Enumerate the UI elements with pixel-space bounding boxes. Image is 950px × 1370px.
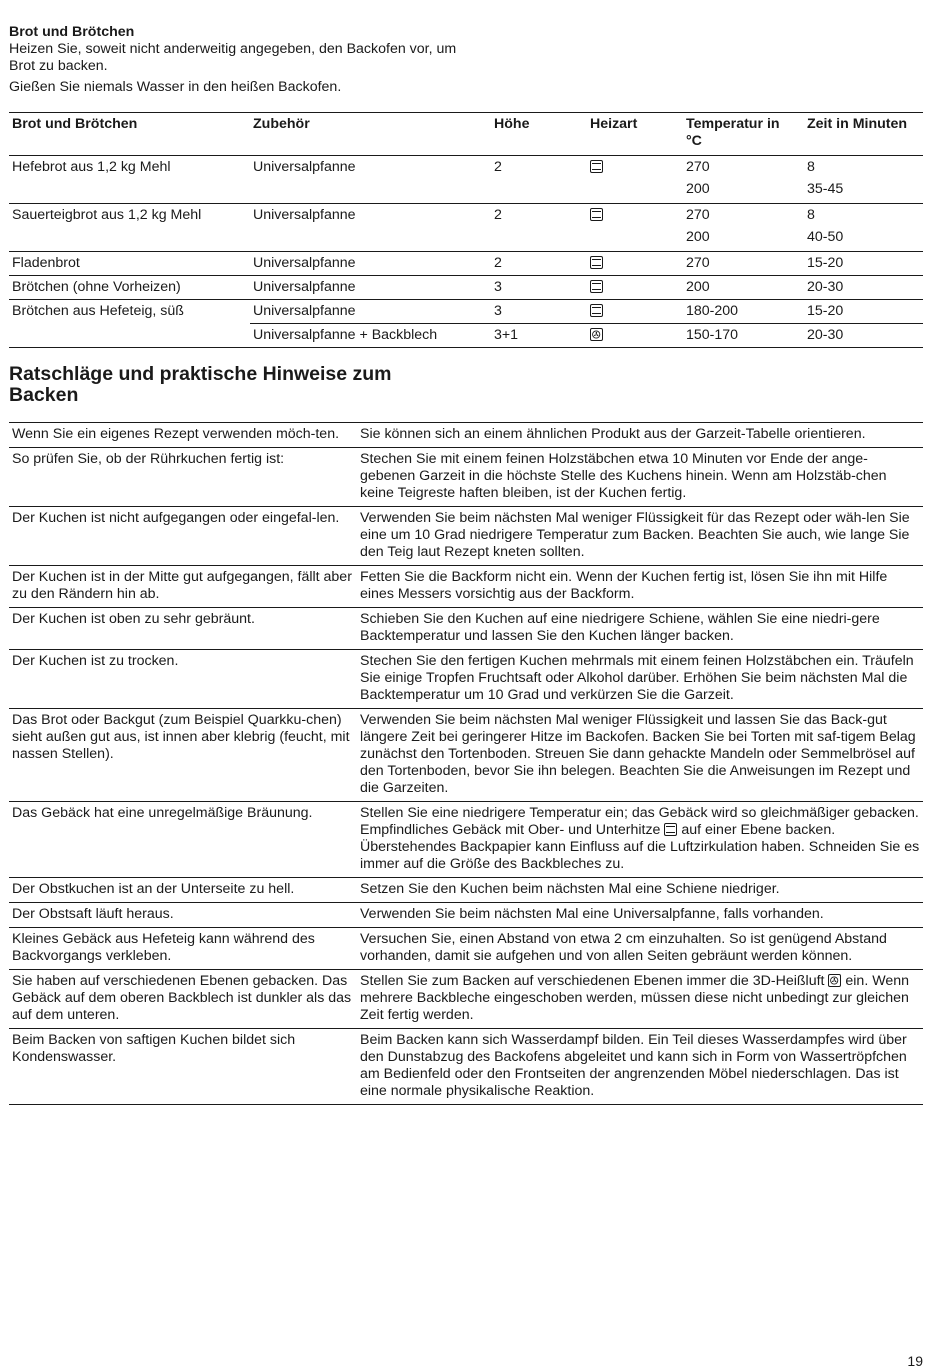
cell-temperature: 150-170: [683, 324, 804, 348]
tip-question: Das Brot oder Backgut (zum Beispiel Quarkku-chen) sieht außen gut aus, ist innen aber klebrig (feucht, mit nassen Stellen).: [9, 709, 357, 802]
cell-time: 40-50: [804, 227, 923, 252]
cell-height: [491, 227, 587, 252]
tip-question: Der Kuchen ist oben zu sehr gebräunt.: [9, 608, 357, 650]
cell-heat-type: [587, 204, 683, 228]
cell-temperature: 270: [683, 252, 804, 276]
cell-time: 20-30: [804, 324, 923, 348]
cell-heat-type: [587, 252, 683, 276]
cell-heat-type: [587, 227, 683, 252]
cell-time: 20-30: [804, 276, 923, 300]
cell-height: 2: [494, 207, 502, 223]
cell-heat-type: [587, 324, 683, 348]
cell-accessory: [250, 227, 491, 252]
intro-title: Brot und Brötchen: [9, 24, 135, 40]
table-row: [9, 878, 923, 903]
tip-question: Der Kuchen ist nicht aufgegangen oder eingefal-len.: [9, 507, 357, 566]
bread-baking-table: [9, 112, 923, 348]
cell-time: 15-20: [804, 300, 923, 324]
tip-question: Der Obstkuchen ist an der Unterseite zu hell.: [9, 878, 357, 903]
table-row: [9, 507, 923, 566]
tip-answer: Versuchen Sie, einen Abstand von etwa 2 cm einzuhalten. So ist genügend Abstand vorhanden, damit sie aufgehen und von allen Seiten gebräunt werden können.: [357, 928, 923, 970]
table-row: [9, 928, 923, 970]
tip-question: Kleines Gebäck aus Hefeteig kann während des Backvorgangs verkleben.: [9, 928, 357, 970]
table-row: [9, 300, 923, 324]
tip-question: Der Obstsaft läuft heraus.: [9, 903, 357, 928]
cell-item: Sauerteigbrot aus 1,2 kg Mehl: [12, 207, 202, 223]
tip-answer: Stechen Sie mit einem feinen Holzstäbchen etwa 10 Minuten vor Ende der ange-gebenen Garzeit in die höchste Stelle des Kuchens hinein. Wenn am Holzstäb-chen keine Teigreste haften bleiben, ist der Kuchen fertig.: [357, 448, 923, 507]
cell-accessory: Universalpfanne + Backblech: [250, 324, 491, 348]
tip-answer: Stechen Sie den fertigen Kuchen mehrmals mit einem feinen Holzstäbchen ein. Träufeln Sie einige Tropfen Fruchtsaft oder Alkohol darüber. Erhöhen Sie beim nächsten Mal die Backtemperatur um 10 Grad und verkürzen Sie die Garzeit.: [357, 650, 923, 709]
cell-temperature: 270: [686, 207, 710, 223]
tip-answer-part-2: auf einer Ebene backen. Überstehendes Backpapier kann Einfluss auf die Luftzirkulation haben. Schneiden Sie es immer auf die Größe des Backbleches zu.: [360, 822, 920, 872]
table-row: [9, 608, 923, 650]
tip-answer: Verwenden Sie beim nächsten Mal eine Universalpfanne, falls vorhanden.: [357, 903, 923, 928]
table-row: [9, 903, 923, 928]
table-row: [9, 970, 923, 1029]
cell-time: 15-20: [804, 252, 923, 276]
header-time: Zeit in Minuten: [804, 113, 923, 156]
cell-height: 2: [491, 252, 587, 276]
tip-question: Sie haben auf verschiedenen Ebenen gebacken. Das Gebäck auf dem oberen Backblech ist dunkler als das auf dem unteren.: [9, 970, 357, 1029]
cell-item: Hefebrot aus 1,2 kg Mehl: [12, 159, 171, 175]
tip-answer: Verwenden Sie beim nächsten Mal weniger Flüssigkeit für das Rezept oder wäh-len Sie eine um 10 Grad niedrigere Temperatur zum Backen. Beachten Sie auch, wie lange Sie den Teig laut Rezept kneten sollten.: [357, 507, 923, 566]
header-item: Brot und Brötchen: [9, 113, 250, 156]
tip-answer: Schieben Sie den Kuchen auf eine niedrigere Schiene, wählen Sie eine niedri-gere Backtemperatur und lassen Sie den Kuchen länger backen.: [357, 608, 923, 650]
cell-accessory: Universalpfanne: [250, 276, 491, 300]
top-bottom-heat-icon: [590, 280, 603, 293]
cell-height: 3+1: [491, 324, 587, 348]
page-number: 19: [907, 1353, 923, 1369]
cell-item: Fladenbrot: [9, 252, 250, 276]
cell-item: [9, 324, 250, 348]
table-row: [9, 204, 923, 228]
cell-temperature: 200: [683, 227, 804, 252]
table-row: [9, 423, 923, 448]
top-bottom-heat-icon: [590, 256, 603, 269]
tip-answer: Fetten Sie die Backform nicht ein. Wenn der Kuchen fertig ist, lösen Sie ihn mit Hilfe eines Messers vorsichtig aus der Backform.: [357, 566, 923, 608]
page-content: [9, 24, 923, 1105]
header-height: Höhe: [491, 113, 587, 156]
cell-item: [9, 227, 250, 252]
top-bottom-heat-icon: [664, 823, 677, 836]
table-row: [9, 566, 923, 608]
tip-question: So prüfen Sie, ob der Rührkuchen fertig ist:: [9, 448, 357, 507]
cell-temperature: 200: [683, 276, 804, 300]
cell-accessory: [250, 179, 491, 204]
cell-temperature: 270: [686, 159, 710, 175]
cell-time: 8: [807, 159, 815, 175]
top-bottom-heat-icon: [590, 208, 603, 221]
cell-height: [491, 179, 587, 204]
table-row: [9, 448, 923, 507]
table-row: [9, 709, 923, 802]
tip-question: Das Gebäck hat eine unregelmäßige Bräunung.: [9, 802, 357, 878]
cell-item: [9, 179, 250, 204]
tip-answer: Verwenden Sie beim nächsten Mal weniger Flüssigkeit und lassen Sie das Back-gut längere Zeit bei geringerer Hitze im Backofen. Backen Sie bei Torten mit saf-tigem Belag zunächst den Tortenboden. Streuen Sie dann gehackte Mandeln oder Semmelbrösel auf den Tortenboden, bevor Sie ihn belegen. Beachten Sie die Anweisungen im Rezept und die Garzeiten.: [357, 709, 923, 802]
cell-item: Brötchen aus Hefeteig, süß: [12, 303, 184, 319]
intro-paragraph-preheat: Heizen Sie, soweit nicht anderweitig angegeben, den Backofen vor, um Brot zu backen.: [9, 41, 457, 74]
tip-question: Beim Backen von saftigen Kuchen bildet sich Kondenswasser.: [9, 1029, 357, 1105]
header-accessory: Zubehör: [250, 113, 491, 156]
table-row: [9, 227, 923, 252]
tip-answer: Setzen Sie den Kuchen beim nächsten Mal eine Schiene niedriger.: [357, 878, 923, 903]
cell-accessory: Universalpfanne: [250, 300, 491, 324]
cell-height: 3: [491, 300, 587, 324]
table-row: [9, 252, 923, 276]
cell-accessory: Universalpfanne: [250, 252, 491, 276]
cell-height: 3: [491, 276, 587, 300]
cell-heat-type: [587, 276, 683, 300]
tip-answer-part-2: ein. Wenn mehrere Backbleche eingeschoben werden, müssen diese nicht unbedingt zur gleichen Zeit fertig werden.: [360, 973, 910, 1023]
table-row: [9, 802, 923, 878]
table-row: [9, 650, 923, 709]
tip-answer: Beim Backen kann sich Wasserdampf bilden. Ein Teil dieses Wasserdampfes wird über den Dunstabzug des Backofens abgeleitet und kann sich in Form von Wassertröpfchen am Bedienfeld oder den Frontseiten der angrenzenden Möbel niederschlagen. Das ist eine normale physikalische Reaktion.: [357, 1029, 923, 1105]
table-row: [9, 1029, 923, 1105]
cell-time: 35-45: [804, 179, 923, 204]
baking-tips-table: [9, 422, 923, 1105]
cell-heat-type: [587, 179, 683, 204]
cell-accessory: Universalpfanne: [253, 207, 356, 223]
tip-answer: [357, 802, 923, 878]
top-bottom-heat-icon: [590, 160, 603, 173]
table-row: [9, 156, 923, 180]
cell-accessory: Universalpfanne: [253, 159, 356, 175]
tip-answer-part-1: Stellen Sie eine niedrigere Temperatur ein; das Gebäck wird so gleichmäßiger gebacken. Empfindliches Gebäck mit Ober- und Unterhitze: [360, 805, 919, 838]
cell-heat-type: [587, 300, 683, 324]
cell-time: 8: [807, 207, 815, 223]
3d-hot-air-icon: [590, 328, 603, 341]
tip-answer: Sie können sich an einem ähnlichen Produkt aus der Garzeit-Tabelle orientieren.: [357, 423, 923, 448]
cell-heat-type: [587, 156, 683, 180]
intro-paragraph-water-warning: Gießen Sie niemals Wasser in den heißen Backofen.: [9, 79, 342, 95]
cell-item: Brötchen (ohne Vorheizen): [9, 276, 250, 300]
table-row: [9, 276, 923, 300]
bread-table-header-row: [9, 113, 923, 156]
tip-answer: [357, 970, 923, 1029]
cell-temperature: 180-200: [683, 300, 804, 324]
cell-height: 2: [494, 159, 502, 175]
header-heat-type: Heizart: [587, 113, 683, 156]
table-row: [9, 179, 923, 204]
3d-hot-air-icon: [828, 974, 841, 987]
tip-question: Der Kuchen ist zu trocken.: [9, 650, 357, 709]
cell-temperature: 200: [683, 179, 804, 204]
tip-answer-part-1: Stellen Sie zum Backen auf verschiedenen Ebenen immer die 3D-Heißluft: [360, 973, 825, 989]
tip-question: Der Kuchen ist in der Mitte gut aufgegangen, fällt aber zu den Rändern hin ab.: [9, 566, 357, 608]
tip-question: Wenn Sie ein eigenes Rezept verwenden möch-ten.: [9, 423, 357, 448]
header-temperature: Temperatur in °C: [683, 113, 804, 156]
top-bottom-heat-icon: [590, 304, 603, 317]
tips-section-title: Ratschläge und praktische Hinweise zum Backen: [9, 363, 392, 406]
table-row: [9, 324, 923, 348]
